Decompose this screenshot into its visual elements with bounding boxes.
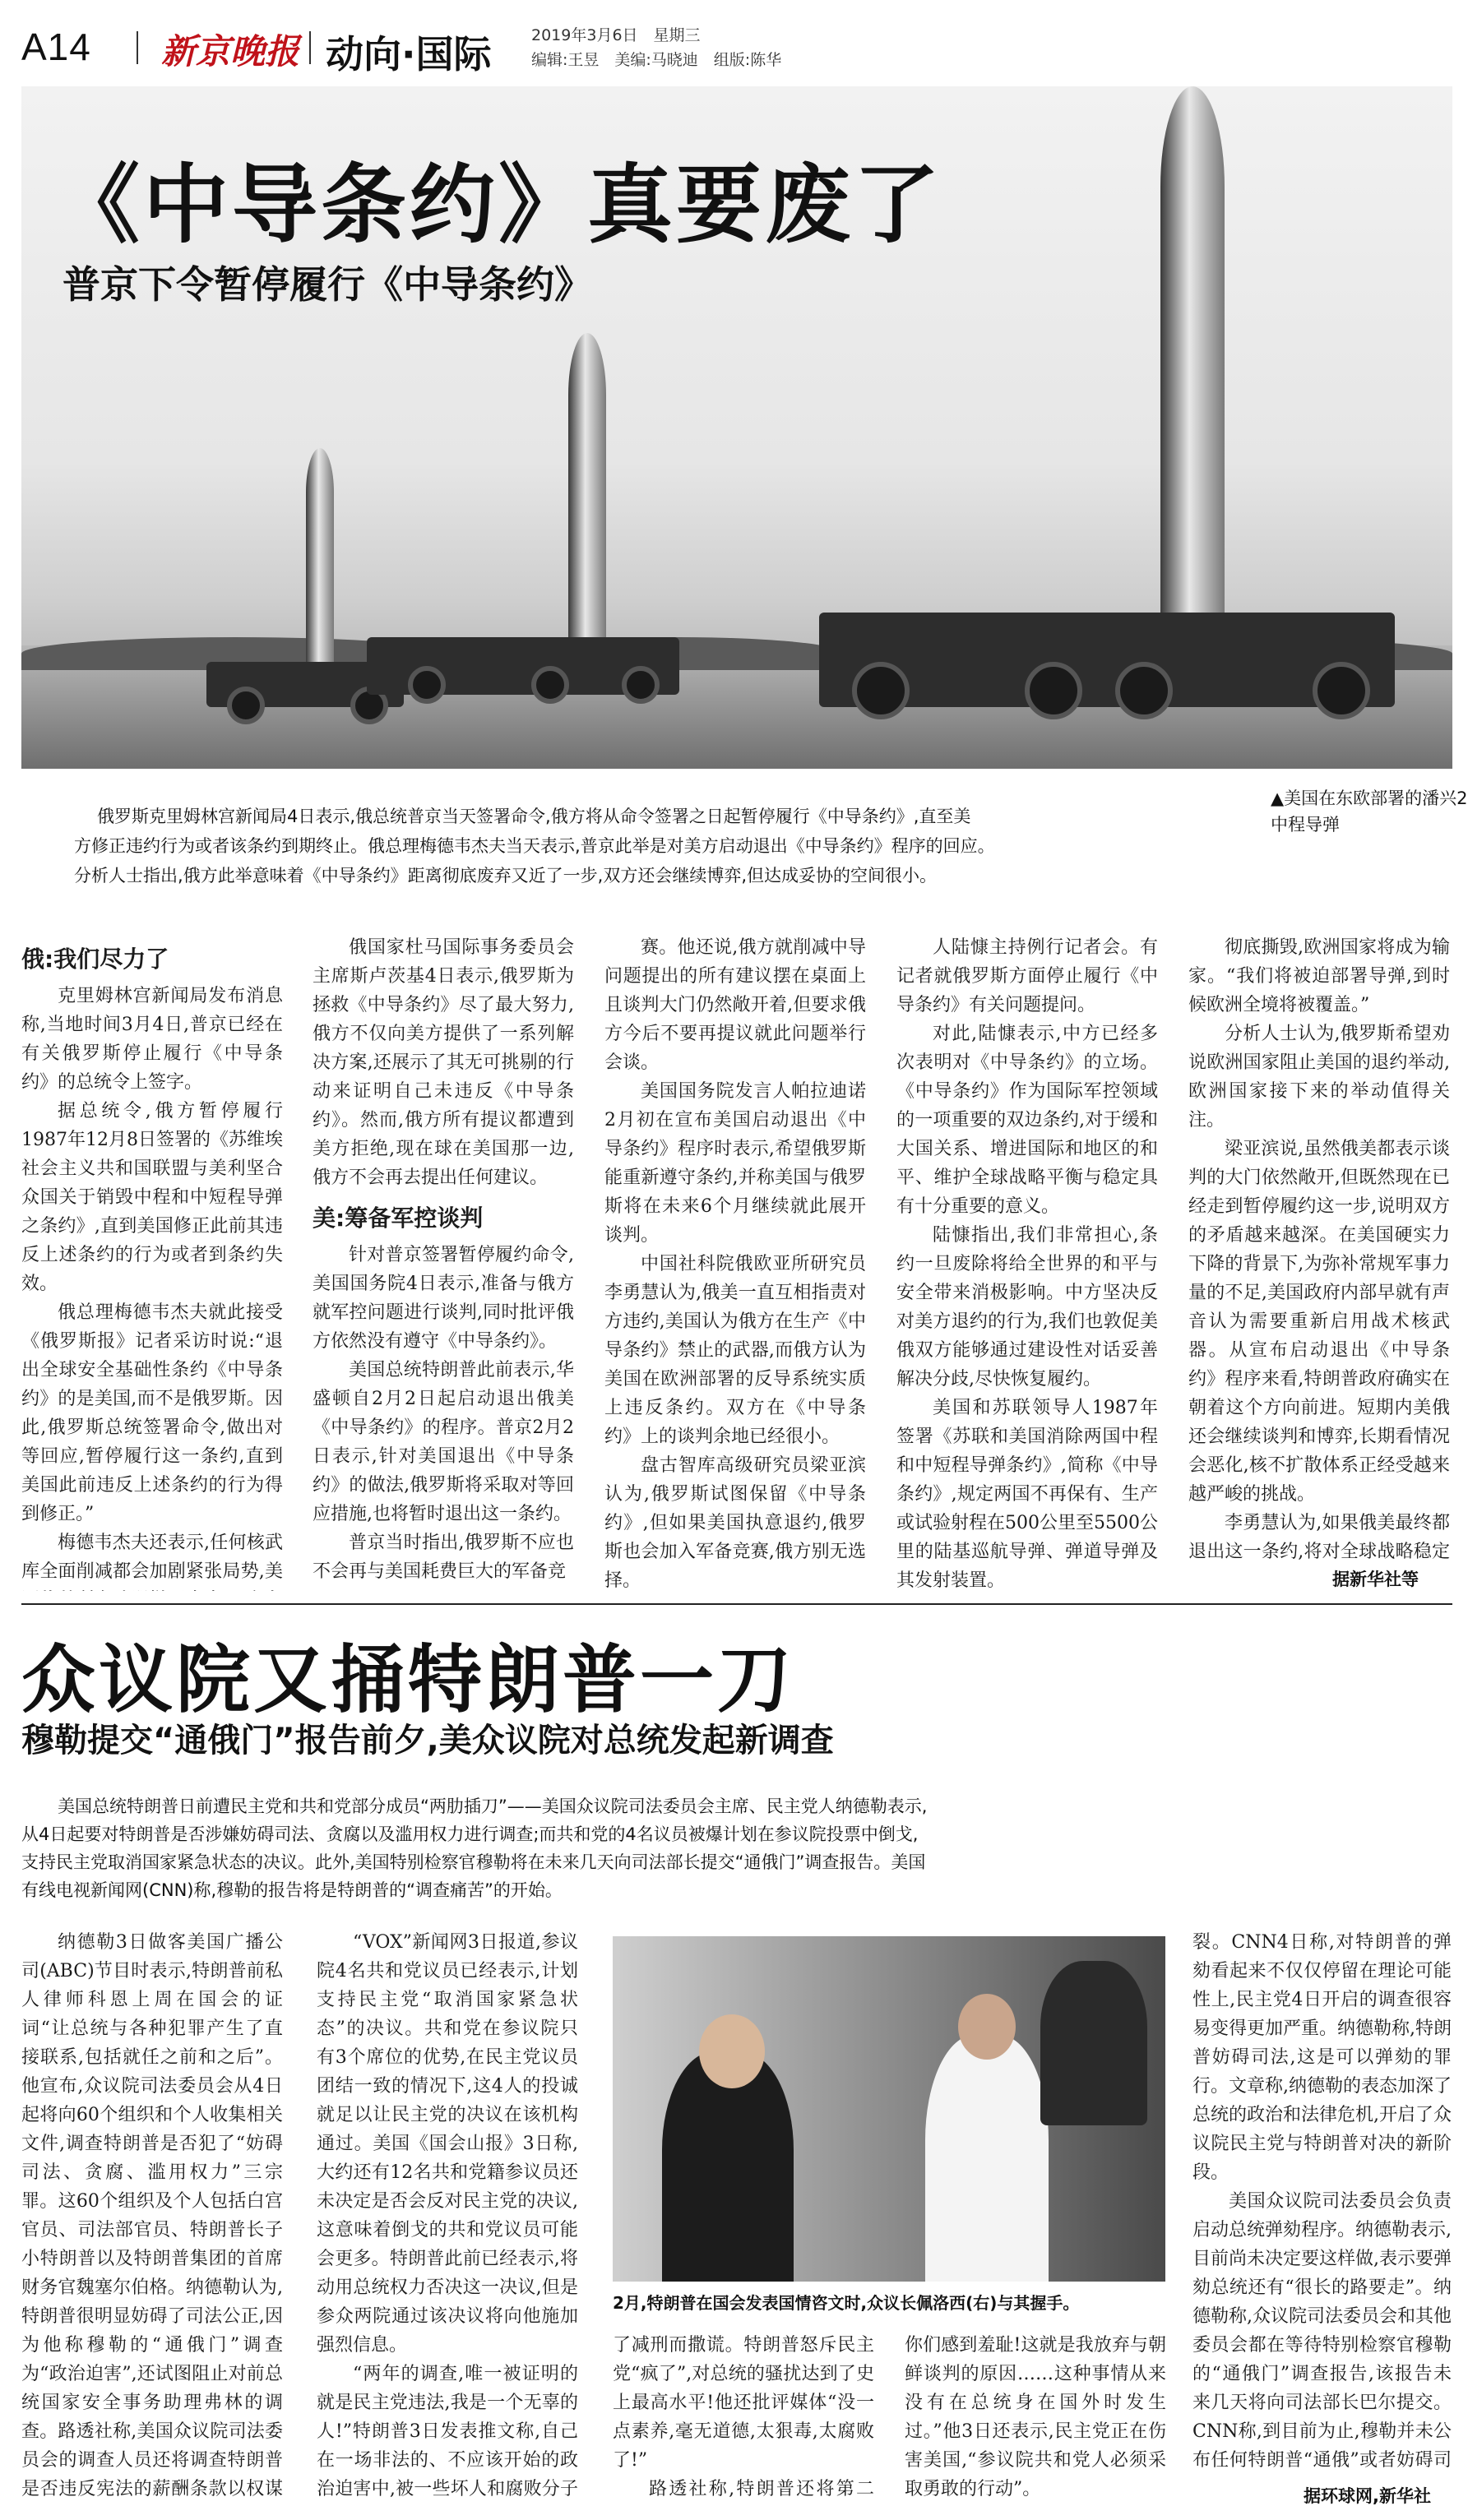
article-paragraph: 陆慷指出,我们非常担心,条约一旦废除将给全世界的和平与安全带来消极影响。中方坚决反对美方退约的行为,我们也敦促美俄双方能够通过建设性对话妥善解决分歧,尽快恢复履约。: [896, 1225, 1158, 1389]
photo-caption: 2月,特朗普在国会发表国情咨文时,众议长佩洛西(右)与其握手。: [613, 2293, 1080, 2313]
article-paragraph: 美国总统特朗普此前表示,华盛顿自2月2日起启动退出俄美《中导条约》的程序。普京2月2日表示,针对美国退出《中导条约》的做法,俄罗斯将采取对等回应措施,也将暂时退出这一条约。: [313, 1360, 574, 1524]
photo-figure: [958, 1994, 1016, 2060]
article-paragraph: 路透社称,特朗普还将第二: [649, 2479, 874, 2499]
article-paragraph: 裂。CNN4日称,对特朗普的弹劾看起来不仅仅停留在理论可能性上,民主党4日开启的调查很容易变得更加严重。纳德勒称,特朗普妨碍司法,这是可以弹劾的罪行。文章称,纳德勒的表态加深了总统的政治和法律危机,开启了众议院民主党与特朗普对决的新阶段。: [1192, 1932, 1452, 2183]
lead-line: 美国总统特朗普日前遭民主党和共和党部分成员“两肋插刀”——美国众议院司法委员会主席、民主党人纳德勒表示,: [58, 1796, 928, 1816]
headline: 众议院又捅特朗普一刀: [21, 1637, 794, 1723]
wheel: [1025, 662, 1082, 719]
article-paragraph: 分析人士认为,俄罗斯希望劝说欧洲国家阻止美国的退约举动,欧洲国家接下来的举动值得关注。: [1188, 1024, 1450, 1131]
page-number: A14: [21, 25, 91, 68]
article-paragraph: “VOX”新闻网3日报道,参议院4名共和党议员已经表示,计划支持民主党“取消国家紧急状态”的决议。共和党在参议院只有3个席位的优势,在民主党议员团结一致的情况下,这4人的投诚就足以让民主党的决议在该机构通过。美国《国会山报》3日称,大约还有12名共和党籍参议员还未决定是否会反对民主党的决议,这意味着倒戈的共和党议员可能会更多。特朗普此前已经表示,将动用总统权力否决这一决议,但是参众两院通过该决议将向他施加强烈信息。: [317, 1932, 578, 2356]
article-column: [1192, 1928, 1452, 2475]
lead-line: 俄罗斯克里姆林宫新闻局4日表示,俄总统普京当天签署命令,俄方将从命令签署之日起暂停履行《中导条约》,直至美: [97, 807, 971, 826]
story-divider: [21, 1603, 1452, 1605]
article-paragraph: 美国众议院司法委员会负责启动总统弹劾程序。纳德勒表示,目前尚未决定要这样做,表示要弹劾总统还有“很长的路要走”。纳德勒称,众议院司法委员会和其他委员会都在等待特别检察官穆勒的“通俄门”调查报告,该报告未来几天将向司法部长巴尔提交。CNN称,到目前为止,穆勒并未公布任何特朗普“通俄”或者妨碍司: [1192, 2191, 1452, 2471]
source-credit: 据新华社等: [1332, 1570, 1419, 1589]
article-paragraph: 纳德勒3日做客美国广播公司(ABC)节目时表示,特朗普前私人律师科恩上周在国会的证词“让总统与各种犯罪产生了直接联系,包括就任之前和之后”。他宣布,众议院司法委员会从4日起将向60个组织和个人收集相关文件,调查特朗普是否犯了“妨碍司法、贪腐、滥用权力”三宗罪。这60个组织及个人包括白宫官员、司法部官员、特朗普长子小特朗普以及特朗普集团的首席财务官魏塞尔伯格。纳德勒认为,特朗普很明显妨碍了司法公正,因为他称穆勒的“通俄门”调查为“政治迫害”,还试图阻止对前总统国家安全事务助理弗林的调查。路透社称,美国众议院司法委员会的调查人员还将调查特朗普是否违反宪法的薪酬条款以权谋: [21, 1932, 283, 2499]
staff-credits: 编辑:王昱 美编:马晓迪 组版:陈华: [531, 51, 782, 69]
photo-figure: [925, 2035, 1049, 2282]
trump-pelosi-photo: [613, 1936, 1165, 2282]
missile: [568, 333, 606, 678]
lead-line: 方修正违约行为或者该条约到期终止。俄总理梅德韦杰夫当天表示,普京此举是对美方启动退出《中导条约》程序的回应。: [74, 836, 995, 856]
article-paragraph: 俄总理梅德韦杰夫就此接受《俄罗斯报》记者采访时说:“退出全球安全基础性条约《中导条约》的是美国,而不是俄罗斯。因此,俄罗斯总统签署命令,做出对等回应,暂停履行这一条约,直到美国此前违反上述条约的行为得到修正。”: [21, 1302, 283, 1524]
section-heading: 美:筹备军控谈判: [313, 1205, 484, 1232]
subheadline: 穆勒提交“通俄门”报告前夕,美众议院对总统发起新调查: [21, 1722, 834, 1759]
photo-caption: ▲美国在东欧部署的潘兴2中程导弹: [1271, 788, 1468, 835]
section-heading: 俄:我们尽力了: [21, 946, 169, 973]
lead-line: 有线电视新闻网(CNN)称,穆勒的报告将是特朗普的“调查痛苦”的开始。: [21, 1880, 563, 1900]
article-paragraph: 梁亚滨说,虽然俄美都表示谈判的大门依然敞开,但既然现在已经走到暂停履约这一步,说明双方的矛盾越来越深。在美国硬实力下降的背景下,为弥补常规军事力量的不足,美国政府内部早就有声音认为需要重新启用战术核武器。从宣布启动退出《中导条约》程序来看,特朗普政府确实在朝着这个方向前进。短期内美俄还会继续谈判和博弈,长期看情况会恶化,核不扩散体系正经受越来越严峻的挑战。: [1188, 1139, 1450, 1505]
article-paragraph: 盘古智库高级研究员梁亚滨认为,俄罗斯试图保留《中导条约》,但如果美国执意退约,俄罗斯也会加入军备竞赛,俄方别无选择。: [604, 1455, 866, 1591]
article-column: [21, 933, 283, 1591]
article-paragraph: 美国国务院发言人帕拉迪诺2月初在宣布美国启动退出《中导条约》程序时表示,希望俄罗斯能重新遵守条约,并称美国与俄罗斯将在未来6个月继续就此展开谈判。: [604, 1081, 866, 1246]
article-column: [21, 1928, 283, 2504]
missile: [306, 448, 334, 695]
article-paragraph: 据总统令,俄方暂停履行1987年12月8日签署的《苏维埃社会主义共和国联盟与美利坚合众国关于销毁中程和中短程导弹之条约》,直到美国修正此前其违反上述条约的行为或者到条约失效。: [21, 1101, 283, 1294]
article-paragraph: 普京当时指出,俄罗斯不应也不会再与美国耗费巨大的军备竞: [313, 1533, 574, 1582]
missile: [1160, 86, 1225, 645]
lead-line: 从4日起要对特朗普是否涉嫌妨碍司法、贪腐以及滥用权力进行调查;而共和党的4名议员被爆计划在参议院投票中倒戈,: [21, 1824, 919, 1844]
header-divider: [137, 31, 138, 64]
photo-figure: [699, 2014, 765, 2088]
header-divider: [309, 31, 311, 64]
wheel: [1313, 662, 1370, 719]
section-name: 动向·国际: [326, 32, 492, 76]
page-header: [21, 16, 1448, 82]
article-column: [896, 933, 1158, 1591]
wheel: [408, 666, 446, 704]
lead-paragraph: [74, 802, 1242, 890]
article-column: [317, 1928, 578, 2504]
article-paragraph: 人陆慷主持例行记者会。有记者就俄罗斯方面停止履行《中导条约》有关问题提问。: [896, 937, 1158, 1015]
article-paragraph: 对此,陆慷表示,中方已经多次表明对《中导条约》的立场。《中导条约》作为国际军控领域的一项重要的双边条约,对于缓和大国关系、增进国际和地区的和平、维护全球战略平衡与稳定具有十分重要的意义。: [896, 1024, 1158, 1217]
article-paragraph: 俄国家杜马国际事务委员会主席斯卢茨基4日表示,俄罗斯为拯救《中导条约》尽了最大努力,俄方不仅向美方提供了一系列解决方案,还展示了其无可挑剔的行动来证明自己未违反《中导条约》。然而,俄方所有提议都遭到美方拒绝,现在球在美国那一边,俄方不会再去提出任何建议。: [313, 937, 574, 1188]
article-paragraph: 美国和苏联领导人1987年签署《苏联和美国消除两国中程和中短程导弹条约》,简称《中导条约》,规定两国不再保有、生产或试验射程在500公里至5500公里的陆基巡航导弹、弹道导弹及其发射装置。: [896, 1398, 1158, 1591]
article-paragraph: 你们感到羞耻!这就是我放弃与朝鲜谈判的原因……这种事情从来没有在总统身在国外时发生过。”他3日还表示,民主党正在伤害美国,“参议院共和党人必须采取勇敢的行动”。: [905, 2335, 1166, 2499]
lead-paragraph: [21, 1792, 1452, 1904]
wheel: [1115, 662, 1173, 719]
article-paragraph: 针对普京签署暂停履约命令,美国国务院4日表示,准备与俄方就军控问题进行谈判,同时批评俄方依然没有遵守《中导条约》。: [313, 1245, 574, 1352]
article-paragraph: 中国社科院俄欧亚所研究员李勇慧认为,俄美一直互相指责对方违约,美国认为俄方在生产《中导条约》禁止的武器,而俄方认为美国在欧洲部署的反导系统实质上违反条约。双方在《中导条约》上的谈判余地已经很小。: [604, 1254, 866, 1447]
wheel: [852, 662, 910, 719]
article-paragraph: 彻底撕毁,欧洲国家将成为输家。“我们将被迫部署导弹,到时候欧洲全境将被覆盖。”: [1188, 937, 1450, 1015]
article-column: [604, 933, 866, 1591]
article-paragraph: 赛。他还说,俄方就削减中导问题提出的所有建议摆在桌面上且谈判大门仍然敞开着,但要求俄方今后不要再提议就此问题举行会谈。: [604, 937, 866, 1073]
source-credit: 据环球网,新华社: [1304, 2486, 1431, 2506]
wheel: [531, 666, 569, 704]
issue-date: 2019年3月6日 星期三: [531, 26, 701, 44]
wheel: [622, 666, 660, 704]
newspaper-logo: 新京晚报: [161, 31, 300, 72]
wheel: [227, 687, 265, 724]
article-paragraph: 梅德韦杰夫还表示,任何核武库全面削减都会加剧紧张局势,美: [21, 1533, 283, 1582]
article-column: [613, 2331, 874, 2504]
missile-photo: [21, 86, 1452, 769]
headline: 《中导条约》真要废了: [54, 155, 943, 255]
article-column: [905, 2331, 1166, 2504]
article-column: [313, 933, 574, 1591]
article-column: [1188, 933, 1450, 1566]
article-paragraph: “两年的调查,唯一被证明的就是民主党违法,我是一个无辜的人!”特朗普3日发表推文称,自己在一场非法的、不应该开始的政治迫害中,被一些坏人和腐败分子: [317, 2364, 578, 2499]
article-paragraph: 了减刑而撒谎。特朗普怒斥民主党“疯了”,对总统的骚扰达到了史上最高水平!他还批评媒体“没一点素养,毫无道德,太狠毒,太腐败了!”: [613, 2335, 874, 2471]
subheadline: 普京下令暂停履行《中导条约》: [63, 262, 592, 307]
article-paragraph: 李勇慧认为,如果俄美最终都退出这一条约,将对全球战略稳定: [1188, 1513, 1450, 1562]
header-meta: [531, 23, 781, 72]
photo-figure: [1040, 1961, 1147, 2125]
article-paragraph: 克里姆林宫新闻局发布消息称,当地时间3月4日,普京已经在有关俄罗斯停止履行《中导条约》的总统令上签字。: [21, 986, 283, 1093]
lead-line: 支持民主党取消国家紧急状态的决议。此外,美国特别检察官穆勒将在未来几天向司法部长提交“通俄门”调查报告。美国: [21, 1852, 926, 1872]
lead-line: 分析人士指出,俄方此举意味着《中导条约》距离彻底废弃又近了一步,双方还会继续博弈,但达成妥协的空间很小。: [74, 866, 938, 885]
